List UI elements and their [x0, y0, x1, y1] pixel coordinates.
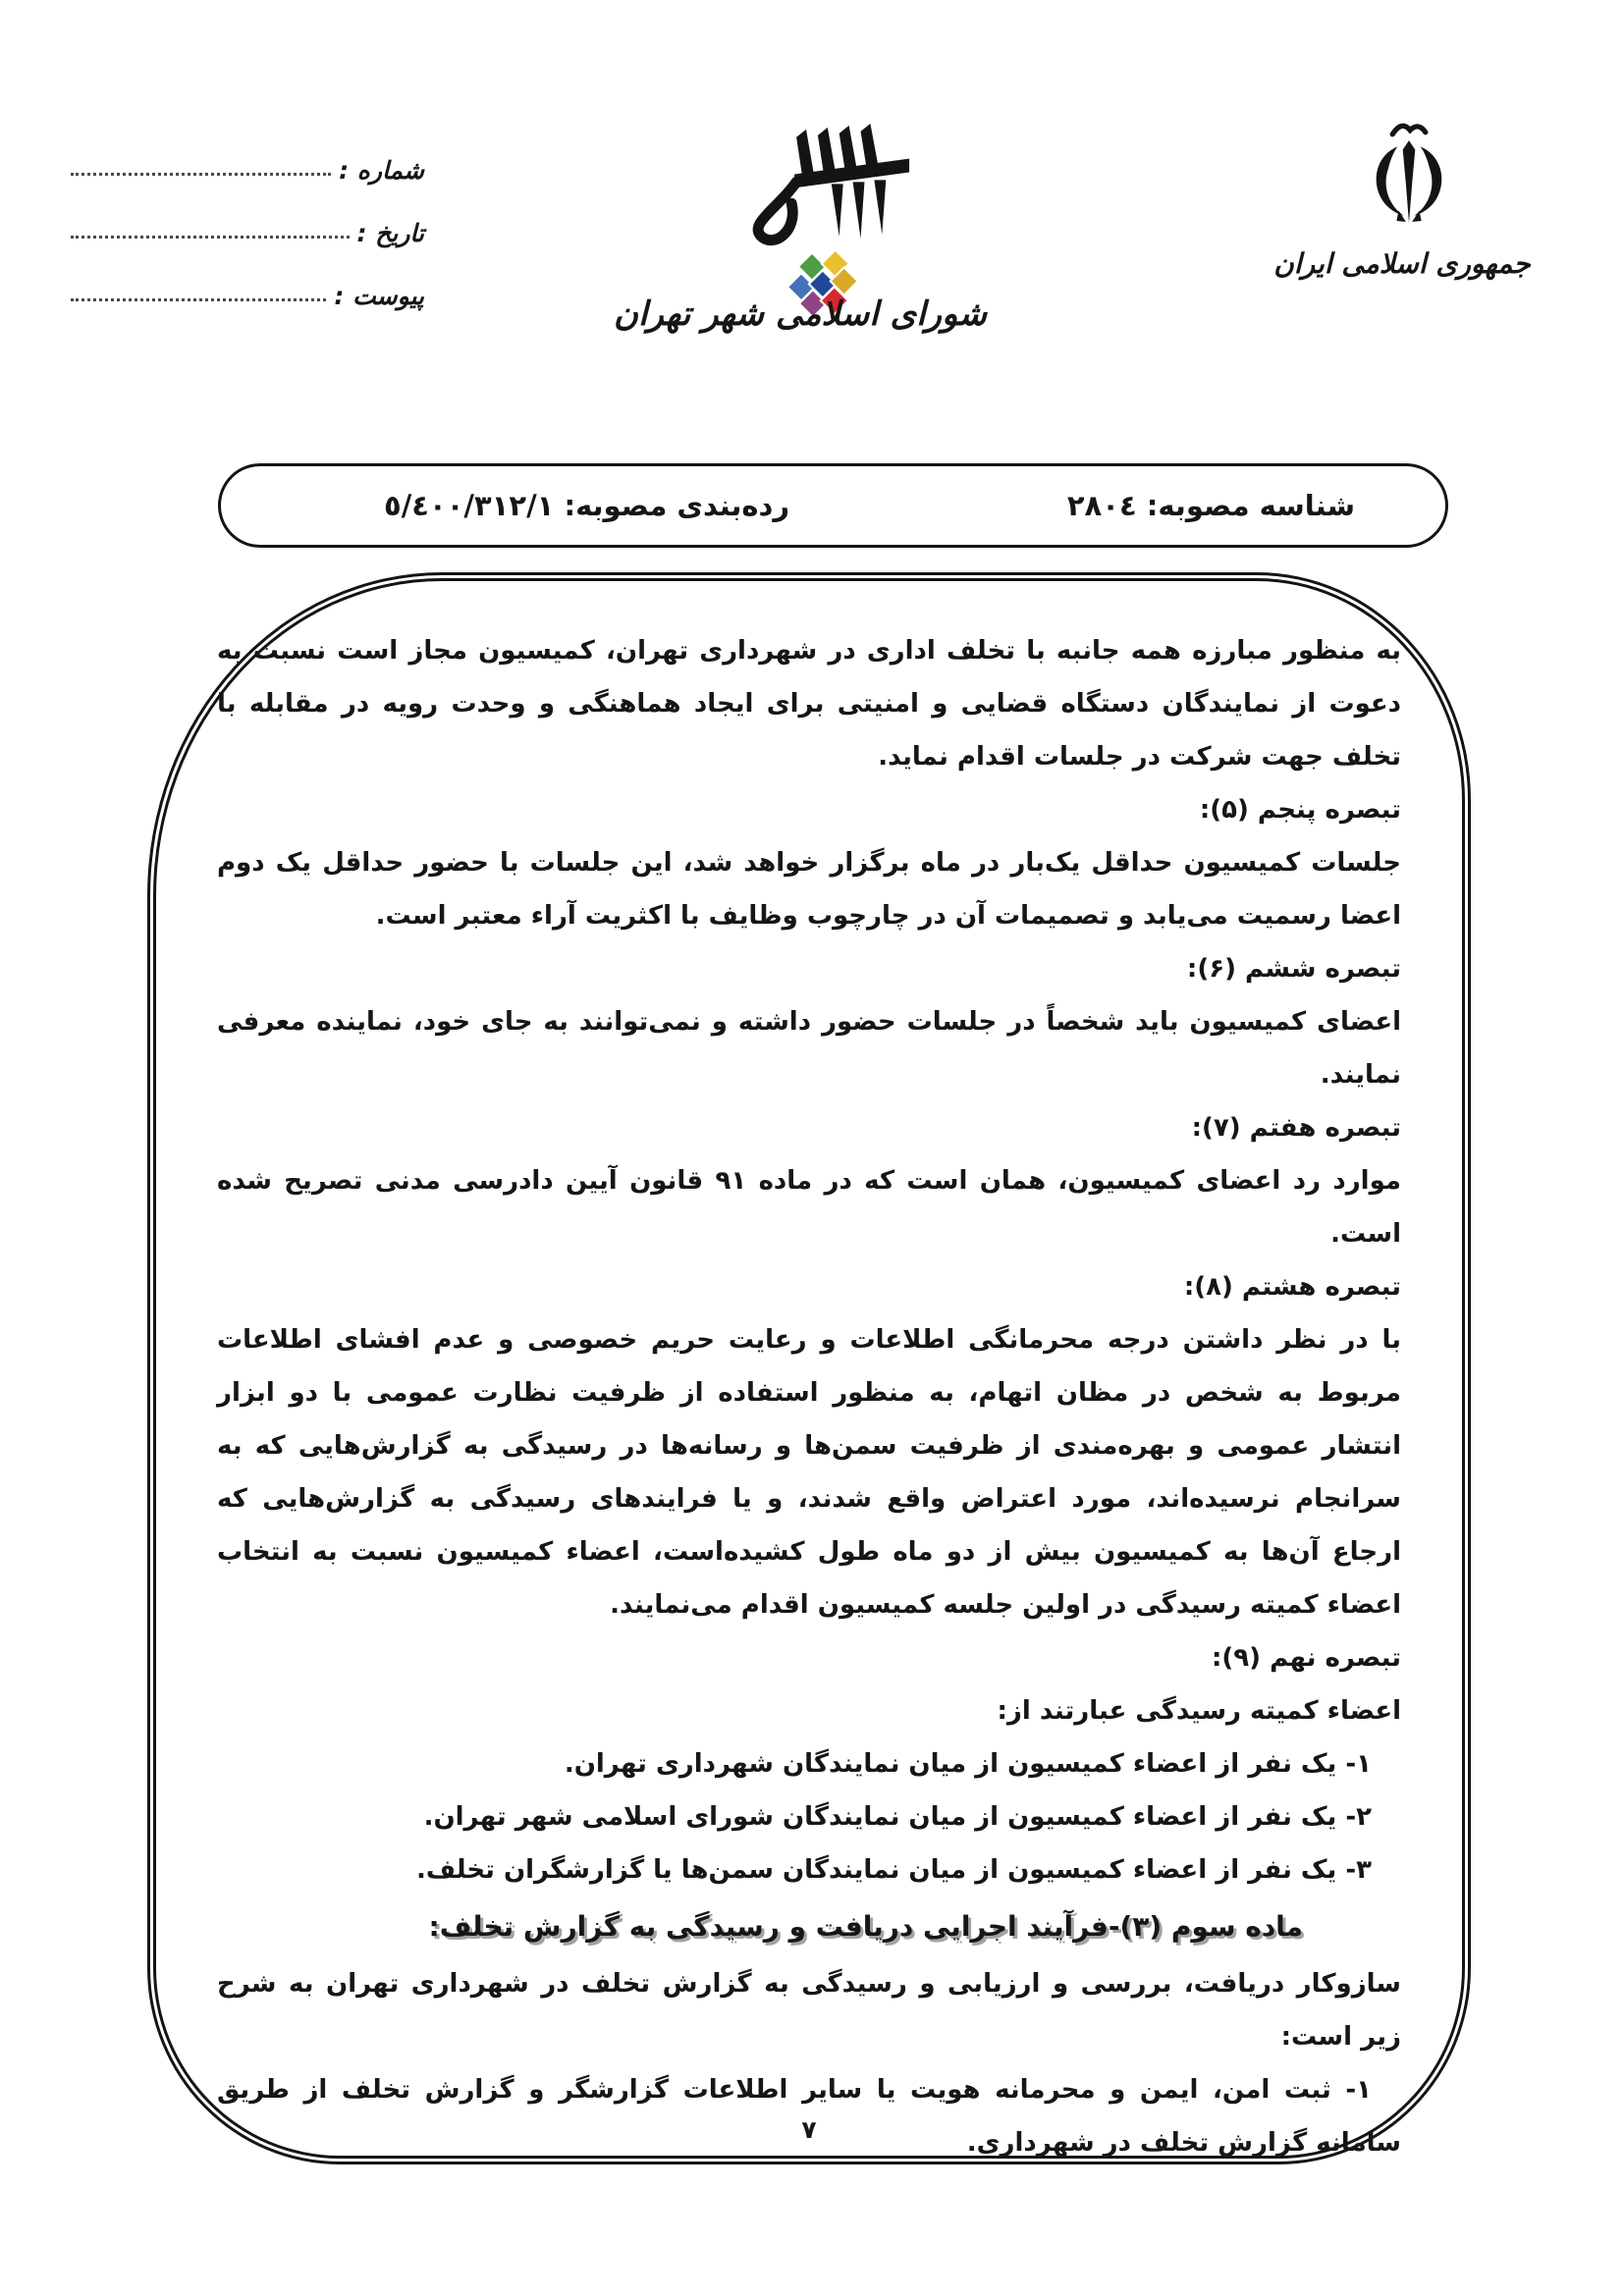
field-number-dotted-line — [71, 173, 331, 176]
list-item: ۲- یک نفر از اعضاء کمیسیون از میان نمایندگان شورای اسلامی شهر تهران. — [423, 1802, 1372, 1832]
paragraph: موارد رد اعضای کمیسیون، همان است که در ماده ۹۱ قانون آیین دادرسی مدنی تصریح شده است. — [217, 1166, 1401, 1249]
list-item: ۱- ثبت امن، ایمن و محرمانه هویت یا سایر اطلاعات گزارشگر و گزارش تخلف از طریق سامانه گزارش تخلف در شهرداری. — [217, 2075, 1401, 2158]
note-5-heading: تبصره پنجم (۵): — [1199, 795, 1401, 825]
note-6-heading: تبصره ششم (۶): — [1186, 954, 1401, 984]
field-attachment-dotted-line — [71, 298, 326, 301]
reference-fields — [69, 126, 424, 314]
council-caption: شورای اسلامی شهر تهران — [613, 294, 988, 334]
list-item: ۱- یک نفر از اعضاء کمیسیون از میان نمایندگان شهرداری تهران. — [564, 1749, 1372, 1779]
note-8-heading: تبصره هشتم (۸): — [1183, 1272, 1401, 1302]
list-item: ۳- یک نفر از اعضاء کمیسیون از میان نمایندگان سمن‌ها یا گزارشگران تخلف. — [415, 1855, 1372, 1885]
note-7-heading: تبصره هفتم (۷): — [1191, 1113, 1401, 1143]
field-date-dotted-line — [71, 236, 350, 239]
paragraph: اعضاء کمیته رسیدگی عبارتند از: — [997, 1696, 1401, 1726]
field-number-label: شماره : — [339, 156, 424, 185]
paragraph: سازوکار دریافت، بررسی و ارزیابی و رسیدگی به گزارش تخلف در شهرداری تهران به شرح زیر است: — [217, 1969, 1401, 2052]
page-number: ۷ — [801, 2115, 817, 2144]
main-text-frame — [147, 572, 1471, 2164]
field-attachment — [69, 251, 424, 314]
document-id-box — [218, 463, 1448, 548]
field-date-label: تاریخ : — [356, 219, 424, 247]
paragraph: به منظور مبارزه همه جانبه با تخلف اداری در شهرداری تهران، کمیسیون مجاز است نسبت به دعوت از نمایندگان دستگاه قضایی و امنیتی برای ایجاد هماهنگی و وحدت رویه در مقابله با تخلف جهت شرکت در جلسات اقدام نماید. — [217, 636, 1401, 772]
paragraph: با در نظر داشتن درجه محرمانگی اطلاعات و رعایت حریم خصوصی و عدم افشای اطلاعات مربوط به شخص در مظان اتهام، به منظور استفاده از ظرفیت نظارت عمومی با دو ابزار انتشار عمومی و بهره‌مندی از ظرفیت سمن‌ها و رسانه‌ها در رسیدگی به گزارش‌هایی که به سرانجام نرسیده‌اند، مورد اعتراض واقع شدند، و یا فرایندهای رسیدگی به گزارش‌هایی که ارجاع آن‌ها به کمیسیون بیش از دو ماه طول کشیده‌است، اعضاء کمیسیون نسبت به انتخاب اعضاء کمیته رسیدگی در اولین جلسه کمیسیون اقدام می‌نمایند. — [217, 1325, 1401, 1620]
iran-emblem-icon — [1357, 118, 1461, 241]
field-number — [69, 126, 424, 188]
article-3-title: ماده سوم (۳)-فرآیند اجرایی دریافت و رسیدگی به گزارش تخلف: — [428, 1910, 1303, 1943]
field-date — [69, 188, 424, 251]
document-id-label: شناسه مصوبه: ٢٨٠٤ — [1066, 489, 1355, 522]
state-caption: جمهوری اسلامی ایران — [1273, 247, 1531, 280]
note-9-heading: تبصره نهم (۹): — [1212, 1643, 1401, 1673]
paragraph: اعضای کمیسیون باید شخصاً در جلسات حضور داشته و نمی‌توانند به جای خود، نماینده معرفی نمایند. — [217, 1007, 1401, 1090]
paragraph: جلسات کمیسیون حداقل یک‌بار در ماه برگزار خواهد شد، این جلسات با حضور حداقل یک دوم اعضا رسمیت می‌یابد و تصمیمات آن در چارچوب وظایف با اکثریت آراء معتبر است. — [217, 848, 1401, 931]
field-attachment-label: پیوست : — [334, 282, 424, 310]
document-classification-label: رده‌بندی مصوبه: ٥/٤٠٠/٣١٢/١ — [384, 489, 790, 522]
